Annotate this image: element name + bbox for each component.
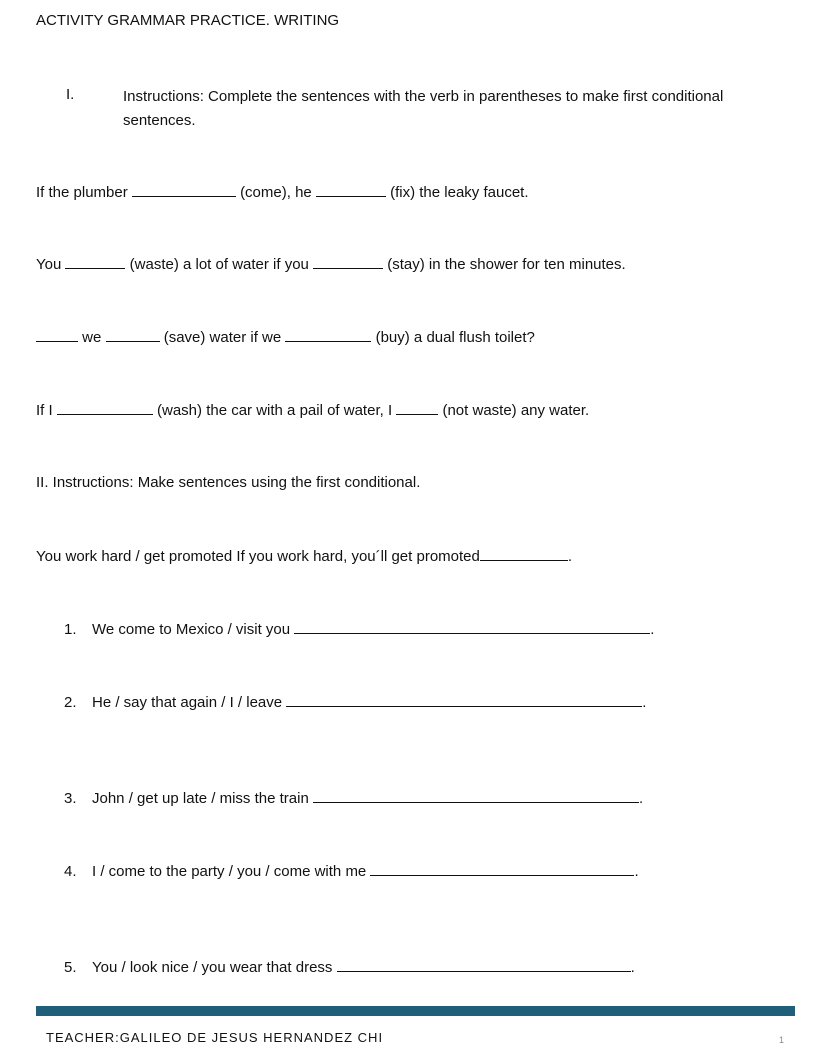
item-period: . (642, 694, 647, 711)
sentence-text: (stay) in the shower for ten minutes. (387, 256, 626, 273)
answer-blank[interactable] (106, 327, 160, 342)
list-item (64, 861, 639, 882)
answer-blank[interactable] (370, 861, 634, 876)
sentence-4 (36, 400, 589, 421)
item-text: We come to Mexico / visit you (92, 621, 291, 638)
list-item (64, 692, 646, 713)
page-title: ACTIVITY GRAMMAR PRACTICE. WRITING (36, 12, 340, 29)
answer-blank[interactable] (313, 788, 639, 803)
answer-blank[interactable] (286, 692, 642, 707)
section1-instructions: Instructions: Complete the sentences with the verb in parentheses to make first conditional sentences. (123, 88, 724, 129)
sentence-2 (36, 254, 626, 275)
page-number: 1 (779, 1035, 785, 1045)
item-number: 3. (64, 790, 77, 807)
item-text: I / come to the party / you / come with me (92, 863, 367, 880)
item-number: 1. (64, 621, 77, 638)
sentence-text: (save) water if we (163, 329, 282, 346)
answer-blank[interactable] (294, 619, 650, 634)
footer-teacher: TEACHER:GALILEO DE JESUS HERNANDEZ CHI (46, 1030, 384, 1045)
answer-blank[interactable] (313, 254, 383, 269)
sentence-text: (fix) the leaky faucet. (390, 184, 529, 201)
item-period: . (634, 863, 639, 880)
list-item (64, 788, 643, 809)
item-number: 2. (64, 694, 77, 711)
example-sentence (36, 546, 572, 567)
sentence-text: If I (36, 402, 53, 419)
example-text: You work hard / get promoted If you work hard, you´ll get promoted (36, 548, 480, 565)
answer-blank[interactable] (285, 327, 371, 342)
answer-blank[interactable] (480, 546, 568, 561)
item-text: John / get up late / miss the train (92, 790, 309, 807)
example-period: . (567, 548, 573, 565)
item-period: . (630, 959, 635, 976)
answer-blank[interactable] (36, 327, 78, 342)
item-text: You / look nice / you wear that dress (92, 959, 333, 976)
answer-blank[interactable] (337, 957, 631, 972)
sentence-text: we (82, 329, 102, 346)
answer-blank[interactable] (132, 182, 236, 197)
sentence-text: (come), he (240, 184, 312, 201)
sentence-text: (wash) the car with a pail of water, I (157, 402, 393, 419)
sentence-text: You (36, 256, 62, 273)
sentence-text: (waste) a lot of water if you (129, 256, 309, 273)
item-period: . (650, 621, 655, 638)
section2-instructions: II. Instructions: Make sentences using the first conditional. (36, 474, 421, 491)
sentence-3 (36, 327, 535, 348)
answer-blank[interactable] (65, 254, 125, 269)
list-item (64, 957, 635, 978)
section-number: I. (66, 86, 75, 103)
sentence-text: (buy) a dual flush toilet? (375, 329, 535, 346)
sentence-1 (36, 182, 529, 203)
answer-blank[interactable] (57, 400, 153, 415)
answer-blank[interactable] (316, 182, 386, 197)
sentence-text: (not waste) any water. (442, 402, 590, 419)
item-period: . (638, 790, 644, 807)
item-number: 5. (64, 959, 77, 976)
footer-bar (36, 1006, 795, 1016)
answer-blank[interactable] (396, 400, 438, 415)
list-item (64, 619, 654, 640)
sentence-text: If the plumber (36, 184, 128, 201)
item-number: 4. (64, 863, 77, 880)
item-text: He / say that again / I / leave (92, 694, 283, 711)
